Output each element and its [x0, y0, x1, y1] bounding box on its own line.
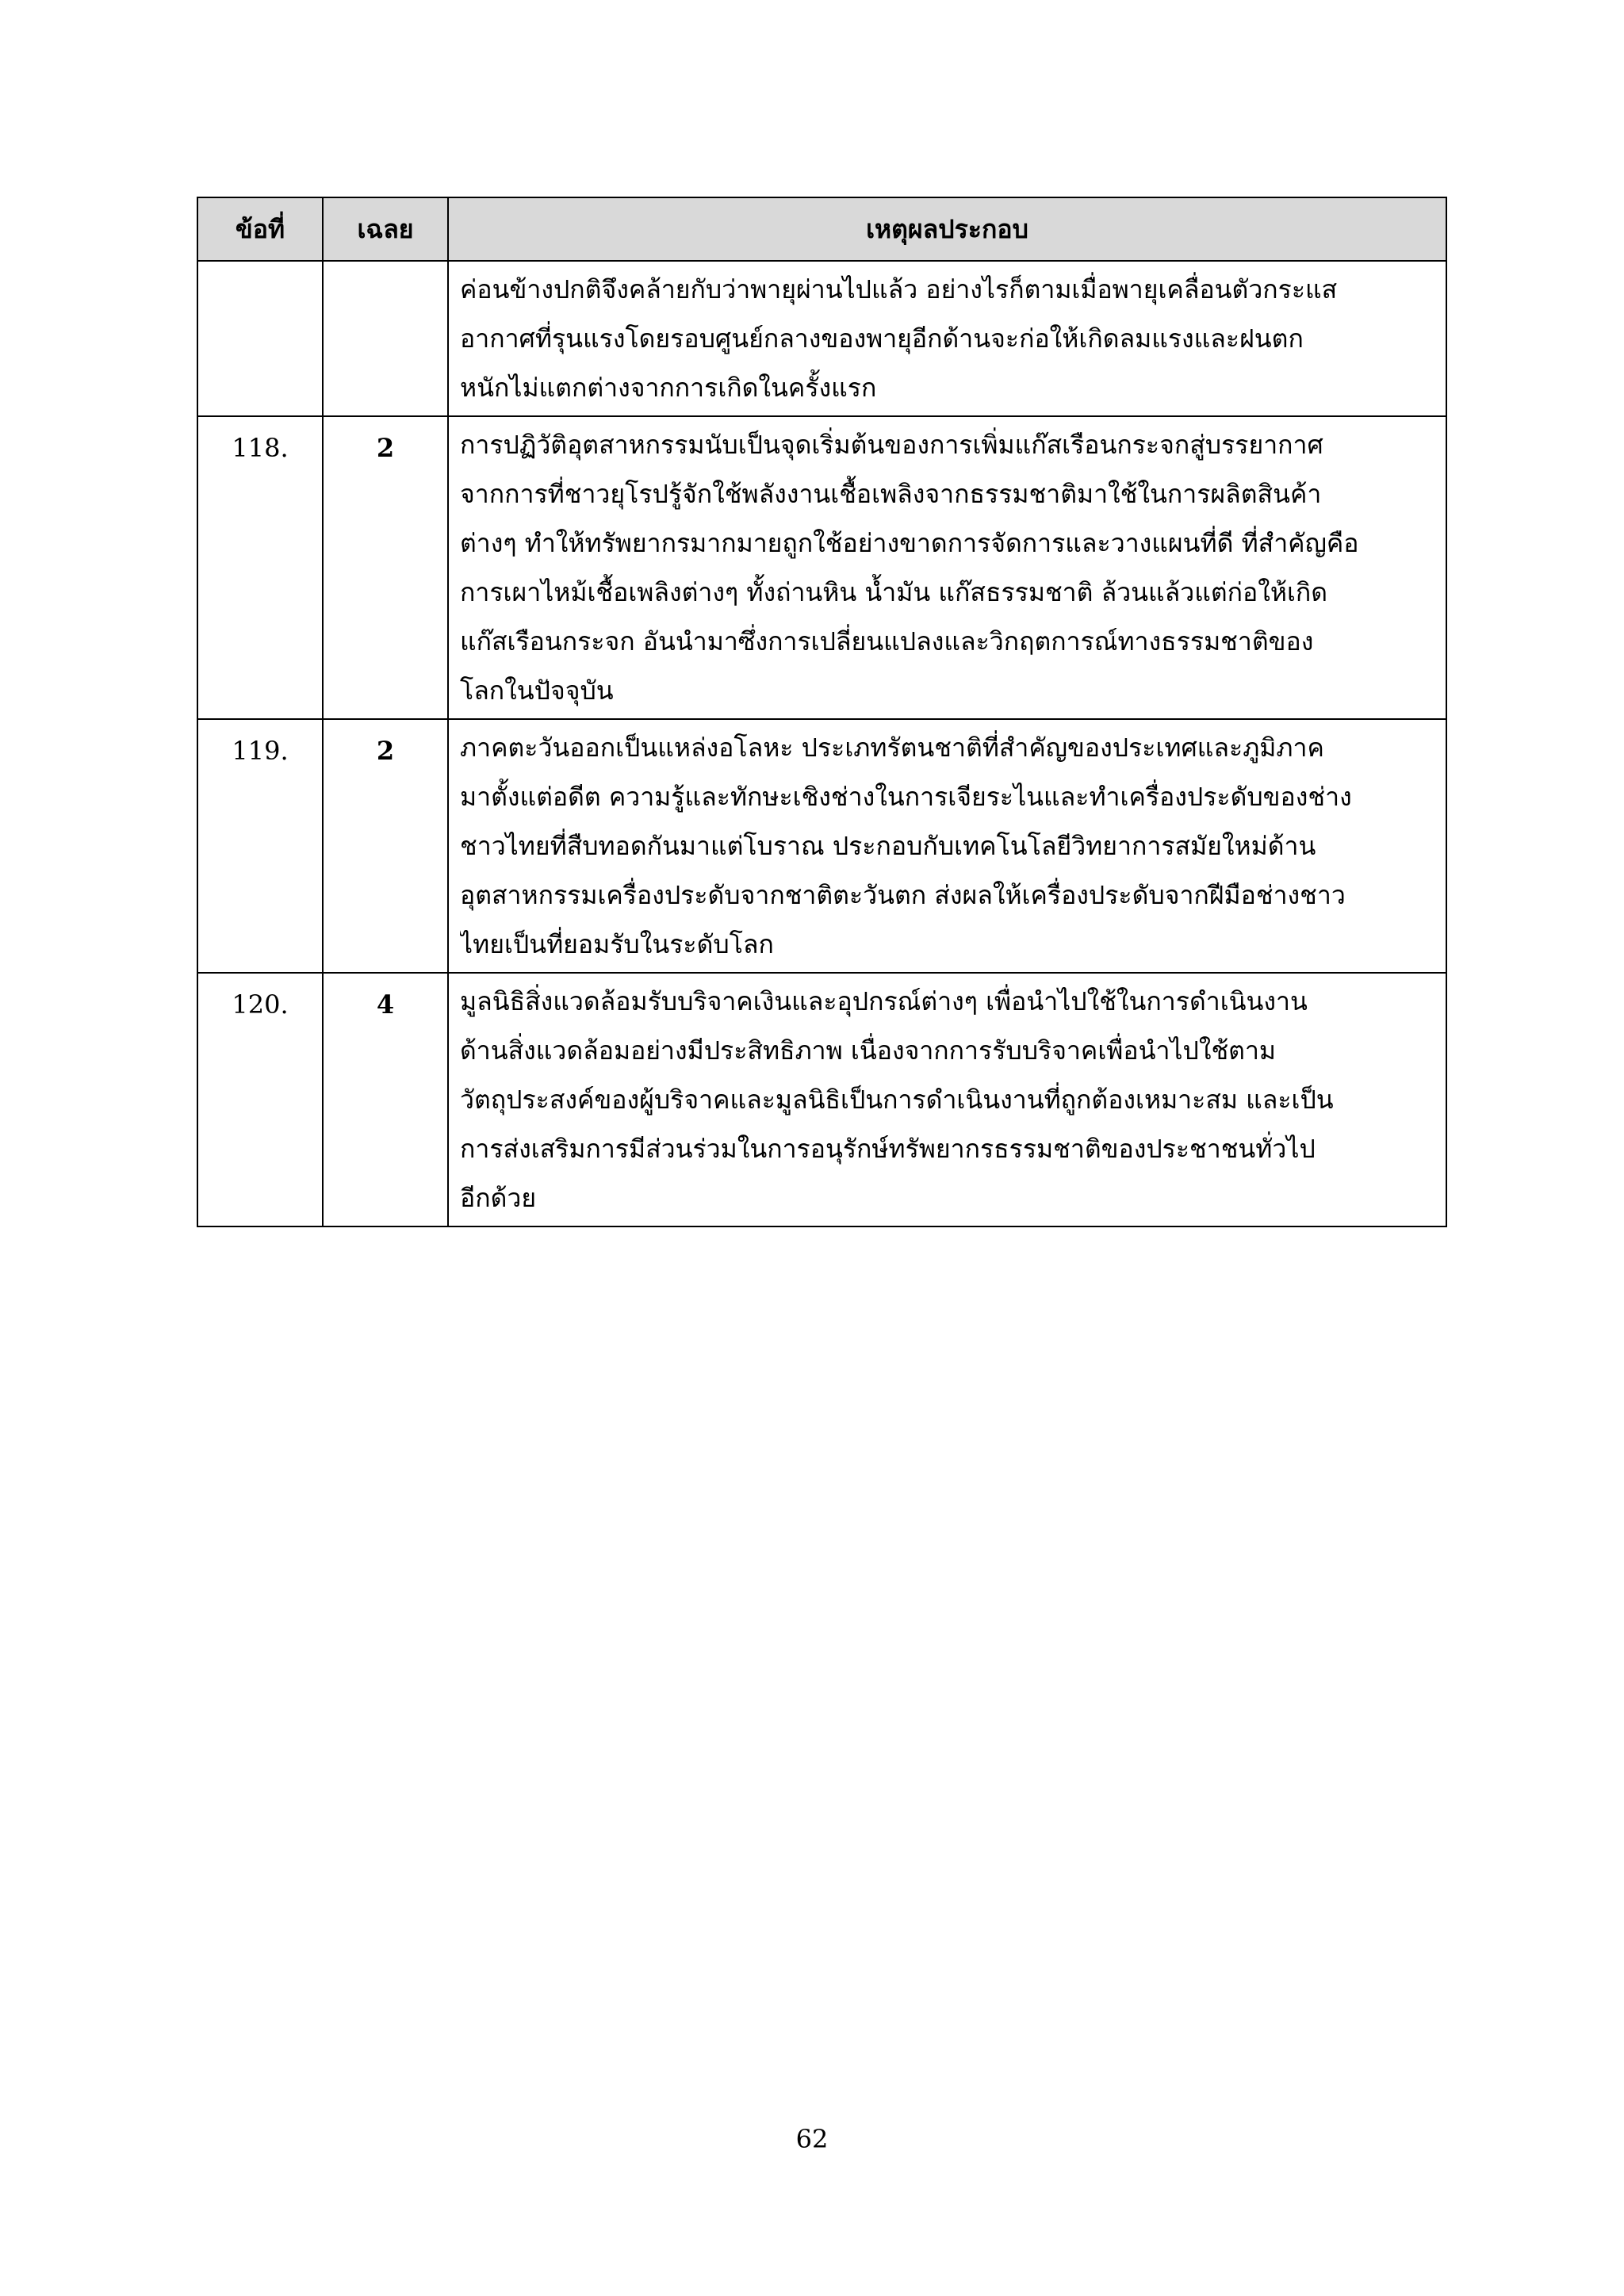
header-answer: เฉลย: [323, 197, 448, 261]
reason-cell: [448, 719, 1446, 973]
header-reason: เหตุผลประกอบ: [448, 197, 1446, 261]
table-header-row: [197, 197, 1446, 261]
header-question-number: ข้อที่: [197, 197, 323, 261]
question-number-cell: 120.: [197, 973, 323, 1226]
reason-line: ต่างๆ ทำให้ทรัพยากรมากมายถูกใช้อย่างขาดการจัดการและวางแผนที่ดี ที่สำคัญคือ: [460, 528, 1359, 558]
reason-line: ค่อนข้างปกติจึงคล้ายกับว่าพายุผ่านไปแล้ว อย่างไรก็ตามเมื่อพายุเคลื่อนตัวกระแส: [460, 274, 1338, 304]
reason-line: มูลนิธิสิ่งแวดล้อมรับบริจาคเงินและอุปกรณ์ต่างๆ เพื่อนำไปใช้ในการดำเนินงาน: [460, 986, 1308, 1016]
reason-line: อุตสาหกรรมเครื่องประดับจากชาติตะวันตก ส่งผลให้เครื่องประดับจากฝีมือช่างชาว: [460, 880, 1346, 910]
reason-line: อากาศที่รุนแรงโดยรอบศูนย์กลางของพายุอีกด้านจะก่อให้เกิดลมแรงและฝนตก: [460, 323, 1304, 354]
answer-table: [197, 197, 1447, 1227]
table-row: [197, 719, 1446, 973]
page-number: 62: [795, 2124, 829, 2154]
answer-cell: 2: [323, 416, 448, 719]
reason-cell: [448, 416, 1446, 719]
reason-line: หนักไม่แตกต่างจากการเกิดในครั้งแรก: [460, 373, 877, 403]
reason-line: ชาวไทยที่สืบทอดกันมาแต่โบราณ ประกอบกับเทคโนโลยีวิทยาการสมัยใหม่ด้าน: [460, 831, 1316, 861]
reason-line: วัตถุประสงค์ของผู้บริจาคและมูลนิธิเป็นการดำเนินงานที่ถูกต้องเหมาะสม และเป็น: [460, 1085, 1334, 1115]
question-number-cell: [197, 261, 323, 416]
reason-cell: [448, 261, 1446, 416]
reason-line: การส่งเสริมการมีส่วนร่วมในการอนุรักษ์ทรัพยากรธรรมชาติของประชาชนทั่วไป: [460, 1134, 1316, 1164]
question-number-cell: 118.: [197, 416, 323, 719]
table-row: [197, 416, 1446, 719]
reason-line: ภาคตะวันออกเป็นแหล่งอโลหะ ประเภทรัตนชาติที่สำคัญของประเทศและภูมิภาค: [460, 733, 1324, 763]
reason-line: จากการที่ชาวยุโรปรู้จักใช้พลังงานเชื้อเพลิงจากธรรมชาติมาใช้ในการผลิตสินค้า: [460, 479, 1322, 509]
reason-line: โลกในปัจจุบัน: [460, 675, 614, 706]
table-row: [197, 973, 1446, 1226]
answer-cell: [323, 261, 448, 416]
reason-line: ไทยเป็นที่ยอมรับในระดับโลก: [460, 929, 774, 959]
reason-line: อีกด้วย: [460, 1183, 537, 1213]
reason-line: การปฏิวัติอุตสาหกรรมนับเป็นจุดเริ่มต้นของการเพิ่มแก๊สเรือนกระจกสู่บรรยากาศ: [460, 430, 1323, 460]
answer-cell: 2: [323, 719, 448, 973]
reason-cell: [448, 973, 1446, 1226]
reason-line: มาตั้งแต่อดีต ความรู้และทักษะเชิงช่างในการเจียระไนและทำเครื่องประดับของช่าง: [460, 782, 1352, 812]
reason-line: แก๊สเรือนกระจก อันนำมาซึ่งการเปลี่ยนแปลงและวิกฤตการณ์ทางธรรมชาติของ: [460, 626, 1314, 656]
reason-line: การเผาไหม้เชื้อเพลิงต่างๆ ทั้งถ่านหิน น้ำมัน แก๊สธรรมชาติ ล้วนแล้วแต่ก่อให้เกิด: [460, 577, 1328, 607]
answer-cell: 4: [323, 973, 448, 1226]
table-row: [197, 261, 1446, 416]
reason-line: ด้านสิ่งแวดล้อมอย่างมีประสิทธิภาพ เนื่องจากการรับบริจาคเพื่อนำไปใช้ตาม: [460, 1035, 1276, 1066]
question-number-cell: 119.: [197, 719, 323, 973]
